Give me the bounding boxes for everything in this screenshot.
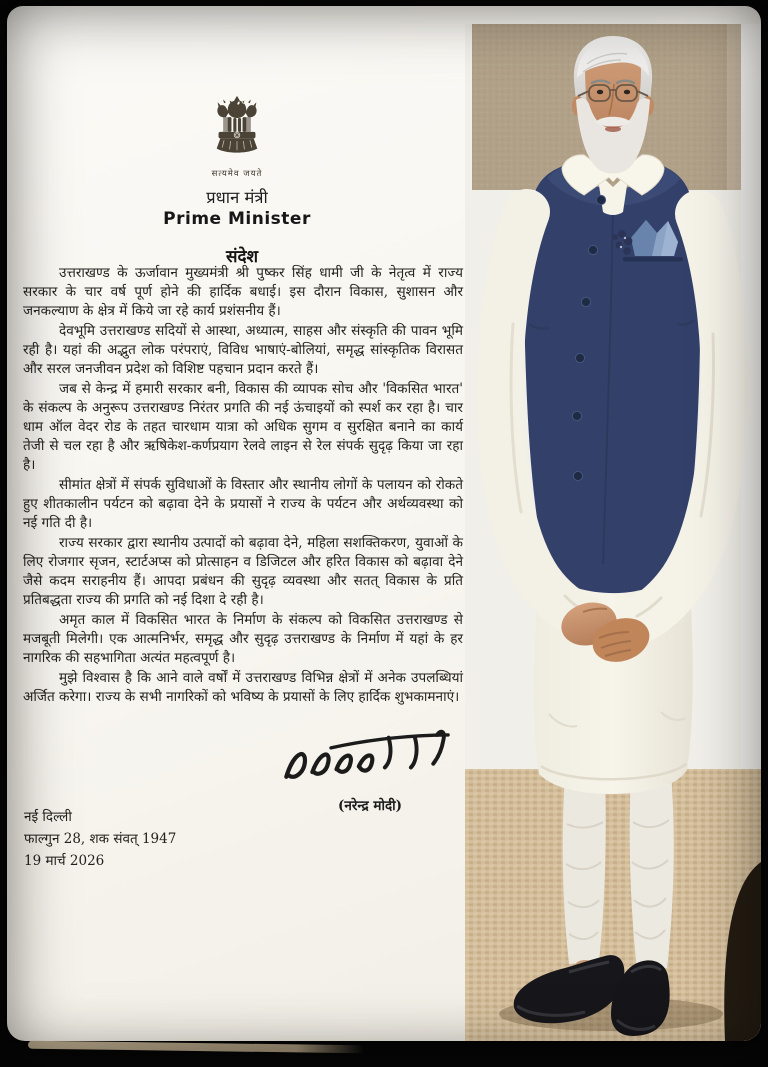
paragraph-4: सीमांत क्षेत्रों में संपर्क सुविधाओं के विस्तार और स्थानीय लोगों के पलायन को रोकते हुए शीतकालीन पर्यटन को बढ़ावा देने के प्रयासों ने राज्य के पर्यटन और अर्थव्यवस्था को नई गति दी है।: [23, 477, 463, 531]
lips: [605, 126, 621, 132]
letter-body: [23, 264, 463, 708]
signatory-name: (नरेन्द्र मोदी): [337, 798, 403, 814]
pm-standing-portrait: [465, 24, 761, 1041]
signature-scrawl: [277, 728, 463, 792]
subject-heading: संदेश: [225, 247, 259, 267]
gregorian-date-line: 19 मार्च 2026: [24, 853, 105, 869]
saka-date-line: फाल्गुन 28, शक संवत् 1947: [24, 831, 177, 847]
letter-page: [7, 6, 761, 1041]
pm-photo: [465, 24, 761, 1041]
office-title-hindi: प्रधान मंत्री: [206, 188, 268, 207]
ashoka-emblem-icon: [209, 94, 265, 166]
place-line: नई दिल्ली: [24, 809, 72, 825]
place-date-block: [24, 806, 176, 872]
office-title-english: Prime Minister: [163, 209, 311, 229]
paragraph-2: देवभूमि उत्तराखण्ड सदियों से आस्था, अध्यात्म, साहस और संस्कृति की पावन भूमि रही है। यहां की अद्भुत लोक परंपराएं, विविध भाषाएं-बोलियां, समृद्ध सांस्कृतिक विरासत और सरल जनजीवन प्रदेश को विशिष्ट पहचान प्रदान करते हैं।: [23, 323, 463, 377]
paragraph-1: उत्तराखण्ड के ऊर्जावान मुख्यमंत्री श्री पुष्कर सिंह धामी जी के नेतृत्व में राज्य सरकार के चार वर्ष पूर्ण होने की हार्दिक बधाई। इस दौरान विकास, सुशासन और जनकल्याण के क्षेत्र में किये जा रहे कार्य प्रशंसनीय हैं।: [23, 265, 463, 319]
motto-text: सत्यमेव जयते: [211, 169, 263, 179]
letterhead: [17, 94, 457, 229]
paper-edge-highlight: [28, 1041, 364, 1054]
pocket-welt: [623, 257, 683, 262]
paragraph-3: जब से केन्द्र में हमारी सरकार बनी, विकास की व्यापक सोच और 'विकसित भारत' के संकल्प के अनुरूप उत्तराखण्ड निरंतर प्रगति की नई ऊंचाइयों को स्पर्श कर रहा है। चार धाम ऑल वेदर रोड के तहत चारधाम यात्रा को अधिक सुगम व सुरक्षित बनाने का कार्य तेजी से चल रहा है और ऋषिकेश-कर्णप्रयाग रेलवे लाइन से रेल संपर्क सुदृढ़ किया जा रहा है।: [23, 381, 463, 473]
signature-block: [265, 728, 475, 814]
paragraph-6: अमृत काल में विकसित भारत के निर्माण के संकल्प को विकसित उत्तराखण्ड से मजबूती मिलेगी। एक आत्मनिर्भर, समृद्ध और सुदृढ़ उत्तराखण्ड के निर्माण में यहां के हर नागरिक की सहभागिता अत्यंत महत्वपूर्ण है।: [23, 612, 463, 666]
navy-vest: [524, 166, 700, 593]
paragraph-5: राज्य सरकार द्वारा स्थानीय उत्पादों को बढ़ावा देने, महिला सशक्तिकरण, युवाओं के लिए रोजगार सृजन, स्टार्टअप्स को प्रोत्साहन व डिजिटल और हरित विकास को बढ़ावा देने जैसे कदम सराहनीय हैं। आपदा प्रबंधन की सुदृढ़ व्यवस्था और सतत् विकास के प्रति प्रतिबद्धता राज्य की प्रगति को नई दिशा दे रही है।: [23, 535, 463, 608]
paragraph-7: मुझे विश्वास है कि आने वाले वर्षों में उत्तराखण्ड विभिन्न क्षेत्रों में अनेक उपलब्धियां अर्जित करेगा। राज्य के सभी नागरिकों को भविष्य के प्रयासों के लिए हार्दिक शुभकामनाएं।: [23, 670, 463, 705]
